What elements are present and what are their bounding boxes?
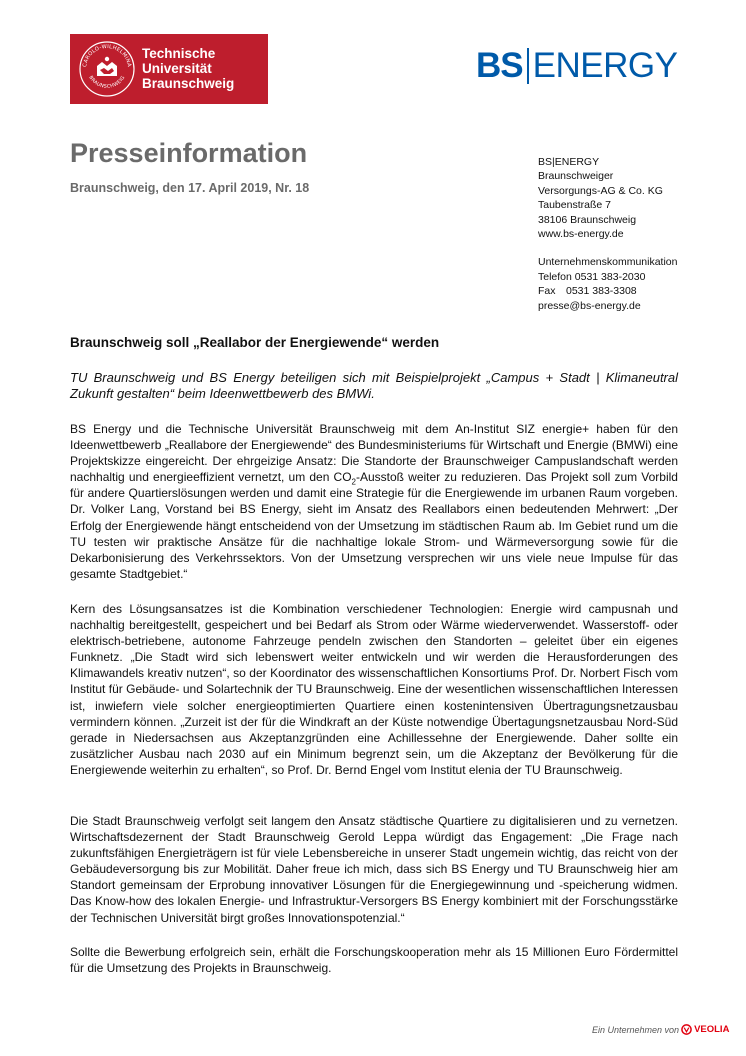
veolia-wordmark: VEOLIA — [694, 1024, 730, 1035]
article-headline: Braunschweig soll „Reallabor der Energiewende“ werden — [70, 335, 440, 350]
contact-email-link[interactable]: presse@bs-energy.de — [538, 299, 641, 312]
p1-part-a: BS Energy und die Technische Universität Braunschweig mit dem An-Institut SIZ energie+ haben für den Ideenwettbewerb „Reallabore der Energiewende“ des Bundesministeriums für Wirtschaft und Energie (BMWi) eine Projektskizze eingereicht. Der ehrgeizige Ansatz: Die Standorte der Braunschweiger Campuslandschaft werden nachhaltig und energieeffizient vernetzt, um den CO — [70, 422, 678, 485]
tu-name-line-3: Braunschweig — [142, 76, 235, 91]
article-paragraph-3: Die Stadt Braunschweig verfolgt seit langem den Ansatz städtische Quartiere zu digitalisieren und zu vernetzen. Wirtschaftsdezernent der Stadt Braunschweig Gerold Leppa würdigt das Engagement: „Die Frage nach zukunftsfähigen Energieträgern ist für viele Lebensbereiche in unserer Stadt ungemein wichtig, das reicht von der Gebäudeversorgung bis zur Mobilität. Daher freue ich mich, dass sich BS Energy und TU Braunschweig hier am Standort gemeinsam der Erprobung innovativer Lösungen für die Energiegewinnung und -speicherung widmen. Das Know-how des lokalen Energie- und Infrastruktur-Versorgers BS Energy kombiniert mit der Forschungsstärke der Technischen Universität birgt großes Innovationspotenzial.“ — [70, 814, 678, 925]
contact-block — [538, 155, 677, 313]
contact-fax — [538, 284, 677, 298]
contact-line-2: Braunschweiger — [538, 170, 614, 183]
article-paragraph-2: Kern des Lösungsansatzes ist die Kombination verschiedener Technologien: Energie wird campusnah und nachhaltig bereitgestellt, gespeichert und bei Bedarf als Strom oder Wärme wiederverwendet. Wasserstoff- oder elektrisch-betriebene, autonome Fahrzeuge pendeln zwischen den Standorten – geleitet über ein eigenes Funknetz. „Die Stadt wird sich lebenswert weiter entwickeln und wir werden die Herausforderungen des Klimawandels kreativ nutzen“, so der Koordinator des wissenschaftlichen Konsortiums Prof. Dr. Norbert Fisch vom Institut für Gebäude- und Solartechnik der TU Braunschweig. Eine der wesentlichen wissenschaftlichen Interessen ist, inwiefern viele solcher energieoptimierten Quartiere einen kostenintensiven Übertragungsnetzausbau vermindern können. „Zurzeit ist der für die Windkraft an der Küste notwendige Übertagungsnetzausbau Nord-Süd gerade in Niedersachsen aus Akzeptanzgründen eine Achillessehne der Energiewende. Daher sollte ein zusätzlicher Ausbau nach 2030 auf ein Minimum begrenzt sein, um die Akzeptanz der Bevölkerung für die Energiewende weiterhin zu erhalten“, so Prof. Dr. Bernd Engel vom Institut elenia der TU Braunschweig. — [70, 602, 678, 777]
contact-phone: Telefon 0531 383-2030 — [538, 270, 646, 283]
contact-fax-label: Fax — [538, 285, 556, 298]
tu-name-line-1: Technische — [142, 46, 216, 61]
tu-seal-icon — [78, 40, 136, 98]
tu-name-line-2: Universität — [142, 61, 212, 76]
bs-logo-right: ENERGY — [532, 46, 678, 85]
contact-fax-value: 0531 383-3308 — [566, 285, 637, 298]
veolia-icon — [681, 1024, 692, 1035]
bs-logo-left: BS — [476, 46, 523, 85]
article-teaser: TU Braunschweig und BS Energy beteiligen sich mit Beispielprojekt „Campus + Stadt | Klimaneutral Zukunft gestalten“ beim Ideenwettbewerb des BMWi. — [70, 370, 678, 401]
page-subtitle: Braunschweig, den 17. April 2019, Nr. 18 — [70, 181, 310, 195]
bs-energy-logo — [476, 46, 677, 86]
footer-text: Ein Unternehmen von — [592, 1024, 680, 1035]
article-paragraph-4: Sollte die Bewerbung erfolgreich sein, erhält die Forschungskooperation mehr als 15 Millionen Euro Fördermittel für die Umsetzung des Projekts in Braunschweig. — [70, 945, 678, 976]
footer — [592, 1024, 729, 1035]
tu-name — [142, 46, 234, 91]
svg-text:BRAUNSCHWEIG — [88, 75, 127, 90]
tu-braunschweig-logo — [70, 34, 268, 104]
article-paragraph-1 — [70, 421, 678, 582]
contact-web-link[interactable]: www.bs-energy.de — [538, 228, 624, 241]
tu-seal-text-bottom: BRAUNSCHWEIG — [87, 75, 127, 90]
svg-text:CAROLO-WILHELMINA — [82, 44, 132, 68]
p1-part-b: -Ausstoß weiter zu reduzieren. Das Projekt soll zum Vorbild für andere Quartierslösungen werden und damit eine Strategie für die Energiewende im urbanen Raum vorgeben. Dr. Volker Lang, Vorstand bei BS Energy, sieht im Ansatz des Reallabors einen bedeutenden Mehrwert: „Der Erfolg der Energiewende hängt entscheidend von der Umsetzung im städtischen Raum ab. Im Gebiet rund um die TU testen wir praktische Ansätze für die nachhaltige lokale Strom- und Wärmeversorgung sowie für die Dekarbonisierung des Verkehrssektors. Von der Umsetzung versprechen wir uns viele neue Impulse für das gesamte Stadtgebiet.“ — [70, 470, 678, 581]
bs-logo-divider — [527, 48, 529, 84]
contact-line-3: Versorgungs-AG & Co. KG — [538, 184, 663, 197]
contact-company: BS|ENERGY — [538, 156, 600, 168]
contact-department: Unternehmenskommunikation — [538, 256, 678, 269]
contact-city: 38106 Braunschweig — [538, 213, 637, 226]
contact-street: Taubenstraße 7 — [538, 199, 611, 212]
co2-subscript: 2 — [351, 477, 356, 487]
page-title: Presseinformation — [70, 138, 308, 168]
tu-seal-text: CAROLO-WILHELMINA — [82, 43, 132, 68]
